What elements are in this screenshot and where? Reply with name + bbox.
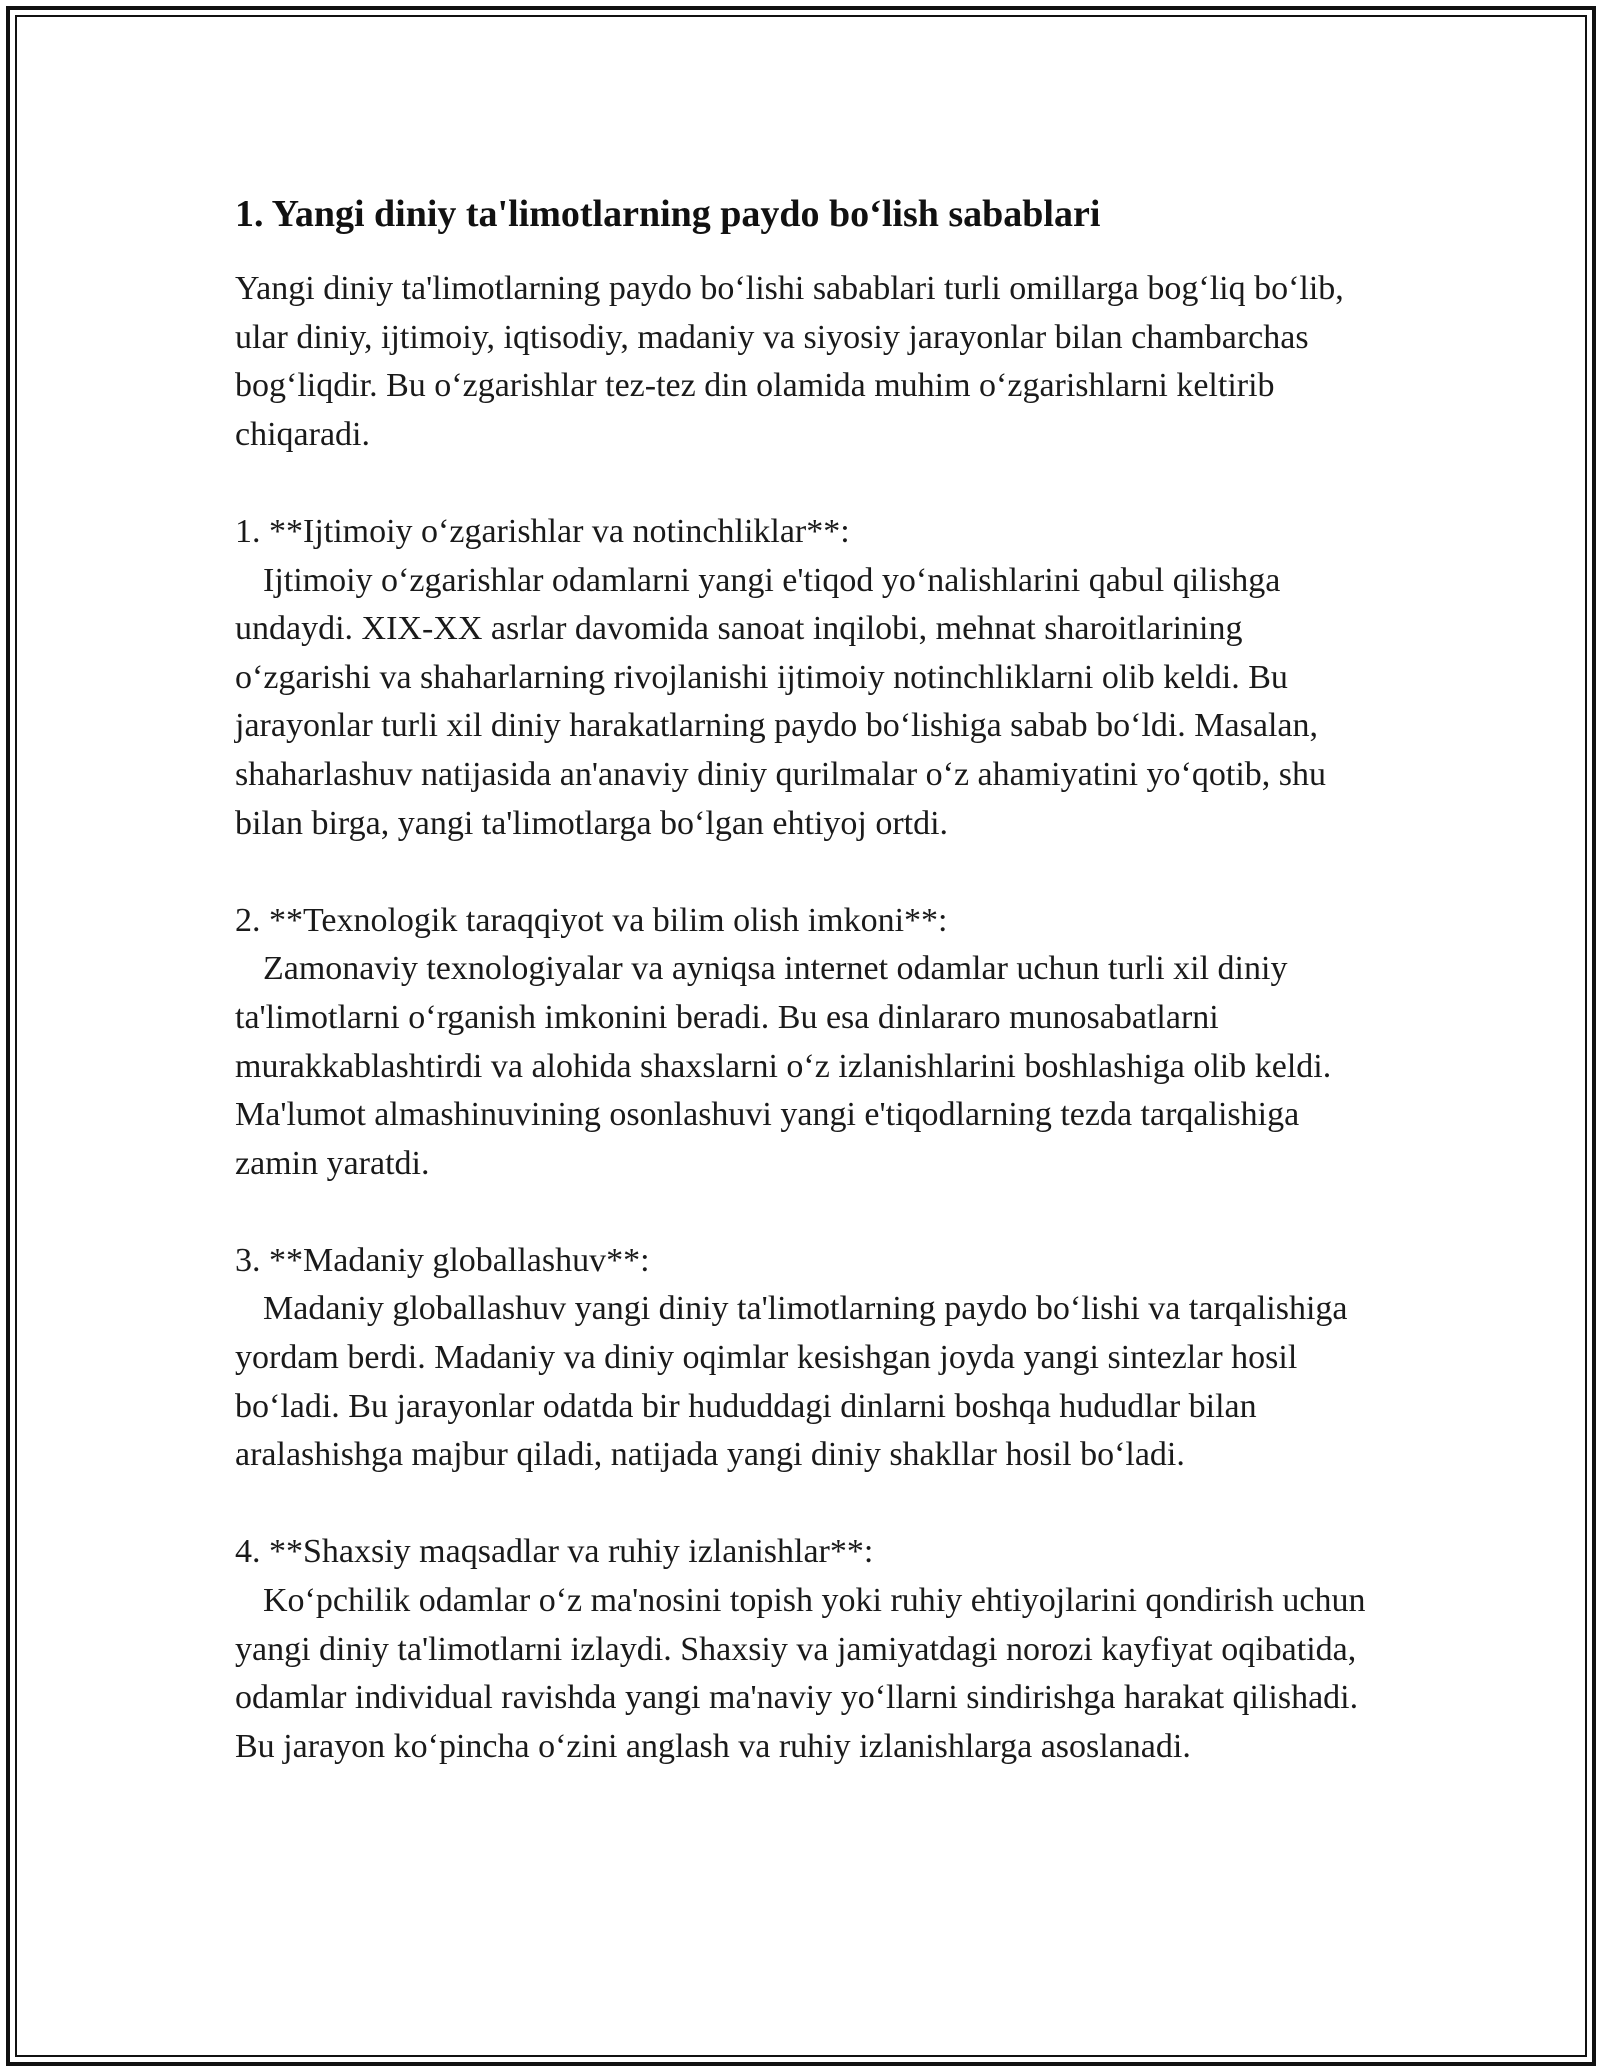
section-heading: 1. **Ijtimoiy o‘zgarishlar va notinchliklar**:: [235, 512, 850, 550]
section-4: [235, 1528, 1375, 1771]
section-2: [235, 897, 1375, 1189]
paragraph-spacer: [235, 1480, 1375, 1529]
intro-paragraph: Yangi diniy ta'limotlarning paydo bo‘lishi sabablari turli omillarga bog‘liq bo‘lib, ular diniy, ijtimoiy, iqtisodiy, madaniy va siyosiy jarayonlar bilan chambarchas bog‘liqdir. Bu o‘zgarishlar tez-tez din olamida muhim o‘zgarishlarni keltirib chiqaradi.: [235, 270, 1344, 453]
section-heading: 4. **Shaxsiy maqsadlar va ruhiy izlanishlar**:: [235, 1533, 874, 1571]
section-3: [235, 1237, 1375, 1480]
page-title: 1. Yangi diniy ta'limotlarning paydo bo‘lish sabablari: [235, 193, 1101, 235]
section-body: Ko‘pchilik odamlar o‘z ma'nosini topish yoki ruhiy ehtiyojlarini qondirish uchun yangi diniy ta'limotlarni izlaydi. Shaxsiy va jamiyatdagi norozi kayfiyat oqibatida, odamlar individual ravishda yangi ma'naviy yo‘llarni sindirishga harakat qilishadi. Bu jarayon ko‘pincha o‘zini anglash va ruhiy izlanishlarga asoslanadi.: [235, 1582, 1366, 1765]
section-heading: 2. **Texnologik taraqqiyot va bilim olish imkoni**:: [235, 901, 948, 939]
section-heading: 3. **Madaniy globallashuv**:: [235, 1241, 650, 1279]
paragraph-spacer: [235, 459, 1375, 508]
section-1: [235, 508, 1375, 848]
document-page: [235, 188, 1375, 1771]
section-body: Zamonaviy texnologiyalar va ayniqsa internet odamlar uchun turli xil diniy ta'limotlarni o‘rganish imkonini beradi. Bu esa dinlararo munosabatlarni murakkablashtirdi va alohida shaxslarni o‘z izlanishlarini boshlashiga olib keldi. Ma'lumot almashinuvining osonlashuvi yangi e'tiqodlarning tezda tarqalishiga zamin yaratdi.: [235, 950, 1332, 1182]
section-body: Ijtimoiy o‘zgarishlar odamlarni yangi e'tiqod yo‘nalishlarini qabul qilishga undaydi. XIX-XX asrlar davomida sanoat inqilobi, mehnat sharoitlarining o‘zgarishi va shaharlarning rivojlanishi ijtimoiy notinchliklarni olib keldi. Bu jarayonlar turli xil diniy harakatlarning paydo bo‘lishiga sabab bo‘ldi. Masalan, shaharlashuv natijasida an'anaviy diniy qurilmalar o‘z ahamiyatini yo‘qotib, shu bilan birga, yangi ta'limotlarga bo‘lgan ehtiyoj ortdi.: [235, 561, 1327, 842]
paragraph-spacer: [235, 848, 1375, 897]
section-body: Madaniy globallashuv yangi diniy ta'limotlarning paydo bo‘lishi va tarqalishiga yordam berdi. Madaniy va diniy oqimlar kesishgan joyda yangi sintezlar hosil bo‘ladi. Bu jarayonlar odatda bir hududdagi dinlarni boshqa hududlar bilan aralashishga majbur qiladi, natijada yangi diniy shakllar hosil bo‘ladi.: [235, 1290, 1348, 1474]
paragraph-spacer: [235, 1188, 1375, 1237]
